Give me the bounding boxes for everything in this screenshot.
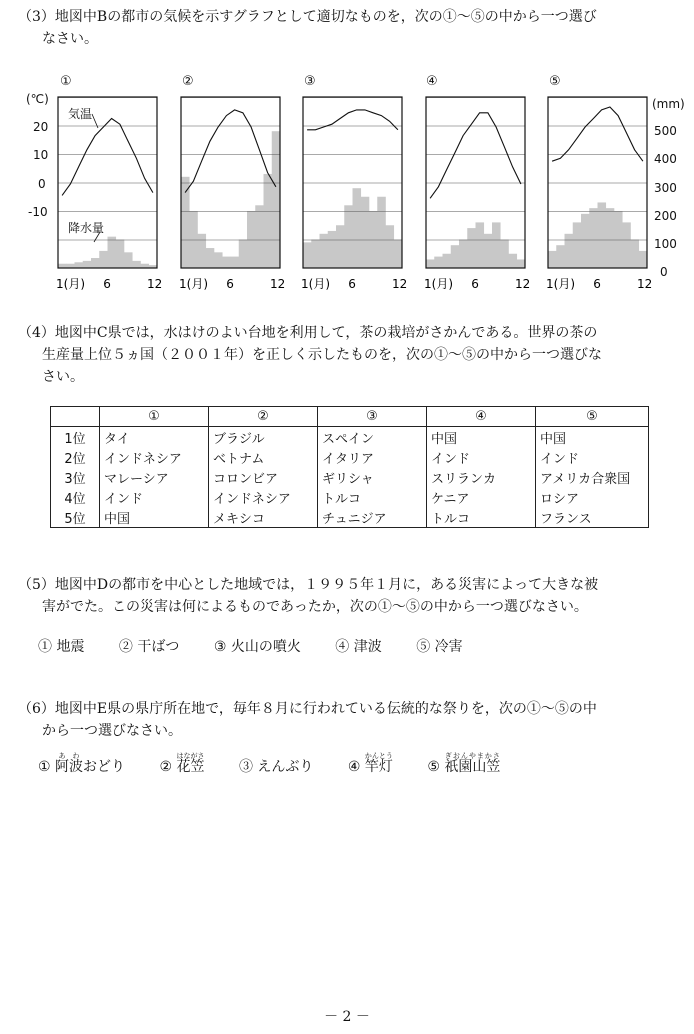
x-tick-label: 1(月) [179,277,208,291]
precipitation-bar [548,251,557,268]
precipitation-bar [181,177,190,268]
precipitation-bar [132,261,141,268]
precipitation-bar [467,228,476,268]
table-cell: マレーシア [100,467,209,487]
table-cell: 1位 [51,427,100,448]
left-tick-0: 0 [38,177,46,191]
precipitation-bar [589,208,598,268]
table-header-row [51,407,649,427]
q4-number: （4） [18,325,55,341]
q6-text-line1: 地図中E県の県庁所在地で，毎年８月に行われている伝統的な祭りを，次の①～⑤の中 [54,701,597,717]
table-header-4: ④ [427,407,536,427]
precipitation-bar [517,259,526,268]
furigana-hanagasa: 花笠はながさ [176,752,205,775]
question-6 [18,698,678,742]
x-tick-label: 1(月) [56,277,85,291]
precipitation-bar [328,231,337,268]
table-row [51,507,649,528]
table-cell: アメリカ合衆国 [536,467,649,487]
precipitation-bar [492,222,501,268]
precipitation-bar [66,264,75,268]
table-cell: ケニア [427,487,536,507]
table-header-2: ② [209,407,318,427]
precipitation-bar [606,208,615,268]
precipitation-bar [189,211,198,268]
precipitation-bar [484,234,493,268]
chart-label-3: ③ [304,74,316,89]
precipitation-bar [369,211,378,268]
precipitation-bar [394,240,403,269]
table-cell: インドネシア [100,447,209,467]
precipitation-bar [573,222,582,268]
precipitation-bar [91,258,100,268]
table-cell: ギリシャ [318,467,427,487]
x-tick-label: 1(月) [546,277,575,291]
x-tick-label: 1(月) [424,277,453,291]
precipitation-bar [451,245,460,268]
table-cell: インド [536,447,649,467]
choice-mark: ④ [347,759,361,775]
table-cell: タイ [100,427,209,448]
table-cell: ブラジル [209,427,318,448]
table-cell: メキシコ [209,507,318,528]
furigana-awa: 阿波あわ [55,752,84,775]
climate-charts-svg [0,0,694,300]
precipitation-bar [426,259,435,268]
q4-text-line3: さい。 [42,369,84,385]
table-header-1: ① [100,407,209,427]
x-tick-label: 6 [226,277,234,291]
q6-choice-3[interactable] [239,759,318,775]
q6-choice-2[interactable] [159,752,208,775]
temperature-line [552,107,643,161]
table-cell: イタリア [318,447,427,467]
table-cell: インド [427,447,536,467]
left-tick-minus10: -10 [28,205,48,219]
table-header-5: ⑤ [536,407,649,427]
table-cell: スペイン [318,427,427,448]
precipitation-bar [264,174,273,268]
chart-label-4: ④ [426,74,438,89]
choice-mark: ② [159,759,173,775]
right-tick-0: 0 [660,265,668,279]
precipitation-bar [231,257,240,268]
table-cell: インドネシア [209,487,318,507]
q5-choice-1[interactable]: ① 地震 [38,639,85,655]
table-cell: 中国 [100,507,209,528]
q6-number: （6） [18,701,55,717]
precipitation-bar [344,205,353,268]
table-cell: 中国 [427,427,536,448]
precipitation-bar [377,197,386,268]
precipitation-bar [255,205,264,268]
table-cell: チュニジア [318,507,427,528]
precipitation-bar [116,240,125,269]
precipitation-bar [631,240,640,269]
q3-text-line2: なさい。 [42,31,98,47]
precipitation-label-leader [94,232,100,242]
q6-choice-1[interactable] [38,752,129,775]
table-cell: 3位 [51,467,100,487]
precipitation-bar [386,225,395,268]
table-cell: コロンビア [209,467,318,487]
precipitation-bar [598,202,607,268]
question-5 [18,574,678,618]
q5-choices [38,636,493,656]
precipitation-bar [500,240,509,269]
precipitation-bar [565,234,574,268]
q6-choice-5[interactable] [427,752,501,775]
table-cell: フランス [536,507,649,528]
precipitation-bar [476,222,485,268]
q5-choice-2[interactable]: ② 干ばつ [118,639,180,655]
temperature-line [430,113,521,199]
x-tick-label: 12 [637,277,653,291]
table-header-corner [51,407,100,427]
right-tick-200: 200 [654,209,677,223]
precipitation-bar [556,245,565,268]
temperature-line [307,110,398,130]
precipitation-bar [141,264,150,268]
q5-choice-5[interactable]: ⑤ 冷害 [416,639,463,655]
precipitation-bar [303,242,312,268]
precipitation-bar [247,211,256,268]
left-tick-20: 20 [33,120,49,134]
precipitation-bar [622,222,631,268]
table-cell: 2位 [51,447,100,467]
q5-choice-3[interactable]: ③ 火山の噴火 [213,639,301,655]
precipitation-bar [83,261,92,268]
table-cell: 中国 [536,427,649,448]
x-tick-label: 12 [147,277,163,291]
x-tick-label: 12 [270,277,286,291]
table-row [51,427,649,448]
table-cell: スリランカ [427,467,536,487]
precipitation-bar [361,197,370,268]
table-row [51,447,649,467]
q3-number: （3） [18,9,55,25]
x-tick-label: 12 [392,277,408,291]
precipitation-bar [614,211,623,268]
tea-production-table [50,406,649,528]
temperature-line [62,119,153,196]
precipitation-bar [108,237,117,268]
precipitation-bar [443,254,452,268]
temperature-line [185,110,276,193]
precipitation-bar [99,251,108,268]
precipitation-bar [214,252,223,268]
table-cell: ベトナム [209,447,318,467]
x-tick-label: 1(月) [301,277,330,291]
choice-mark: ① [38,759,51,775]
precipitation-bar [124,252,133,268]
precipitation-bar [58,264,67,268]
x-tick-label: 6 [348,277,356,291]
q5-text-line2: 害がでた。この災害は何によるものであったか，次の①～⑤の中から一つ選びなさい。 [42,599,588,615]
furigana-kanto: 竿灯かんとう [364,752,393,775]
table-cell: トルコ [427,507,536,528]
q5-choice-4[interactable]: ④ 津波 [335,639,382,655]
precipitation-bar [272,131,281,268]
x-tick-label: 6 [471,277,479,291]
table-cell: 5位 [51,507,100,528]
furigana-gion: 祇園山笠ぎおんやまかさ [444,752,501,775]
choice-mark: ③ [238,759,253,775]
q5-number: （5） [18,577,55,593]
table-row [51,467,649,487]
q6-choices [38,752,530,776]
table-header-3: ③ [318,407,427,427]
precipitation-bar [639,251,648,268]
chart-label-5: ⑤ [549,74,561,89]
precipitation-bar [198,234,207,268]
right-tick-400: 400 [654,152,677,166]
precipitation-bar [222,257,231,268]
precipitation-bar [509,254,518,268]
q3-text-line1: 地図中Bの都市の気候を示すグラフとして適切なものを，次の①～⑤の中から一つ選び [54,9,597,25]
chart-label-2: ② [182,74,194,89]
table-cell: ロシア [536,487,649,507]
table-cell: トルコ [318,487,427,507]
x-tick-label: 12 [515,277,531,291]
precipitation-bar [581,214,590,268]
precipitation-bar [434,257,443,268]
table-cell: インド [100,487,209,507]
table-cell: 4位 [51,487,100,507]
q5-text-line1: 地図中Dの都市を中心とした地域では，１９９５年１月に，ある災害によって大きな被 [54,577,599,593]
right-tick-300: 300 [654,181,677,195]
q6-text-line2: から一つ選びなさい。 [42,723,182,739]
right-tick-500: 500 [654,124,677,138]
page-number: － 2 － [324,1009,370,1025]
precipitation-bar [75,262,84,268]
precipitation-label: 降水量 [68,221,105,235]
right-tick-100: 100 [654,237,677,251]
precipitation-bar [353,188,362,268]
precipitation-bar [320,234,329,268]
precipitation-bar [336,225,345,268]
x-tick-label: 6 [593,277,601,291]
precipitation-bar [459,240,468,269]
x-tick-label: 6 [103,277,111,291]
table-row [51,487,649,507]
precipitation-bar [239,240,248,269]
left-unit-label: (℃) [26,92,49,106]
precipitation-bar [311,240,320,269]
choice-text: おどり [83,759,126,775]
right-unit-label: (mm) [652,97,685,111]
chart-label-1: ① [60,74,72,89]
choice-mark: ⑤ [427,759,440,775]
q4-text-line1: 地図中C県では，水はけのよい台地を利用して，茶の栽培がさかんである。世界の茶の [54,325,598,341]
q4-text-line2: 生産量上位５ヵ国（２００１年）を正しく示したものを，次の①～⑤の中から一つ選びな [42,347,602,363]
q6-choice-4[interactable] [347,752,397,775]
left-tick-10: 10 [33,148,49,162]
choice-text: えんぶり [257,759,314,775]
question-4 [18,322,678,388]
temperature-label: 気温 [68,107,93,121]
precipitation-bar [206,248,215,268]
